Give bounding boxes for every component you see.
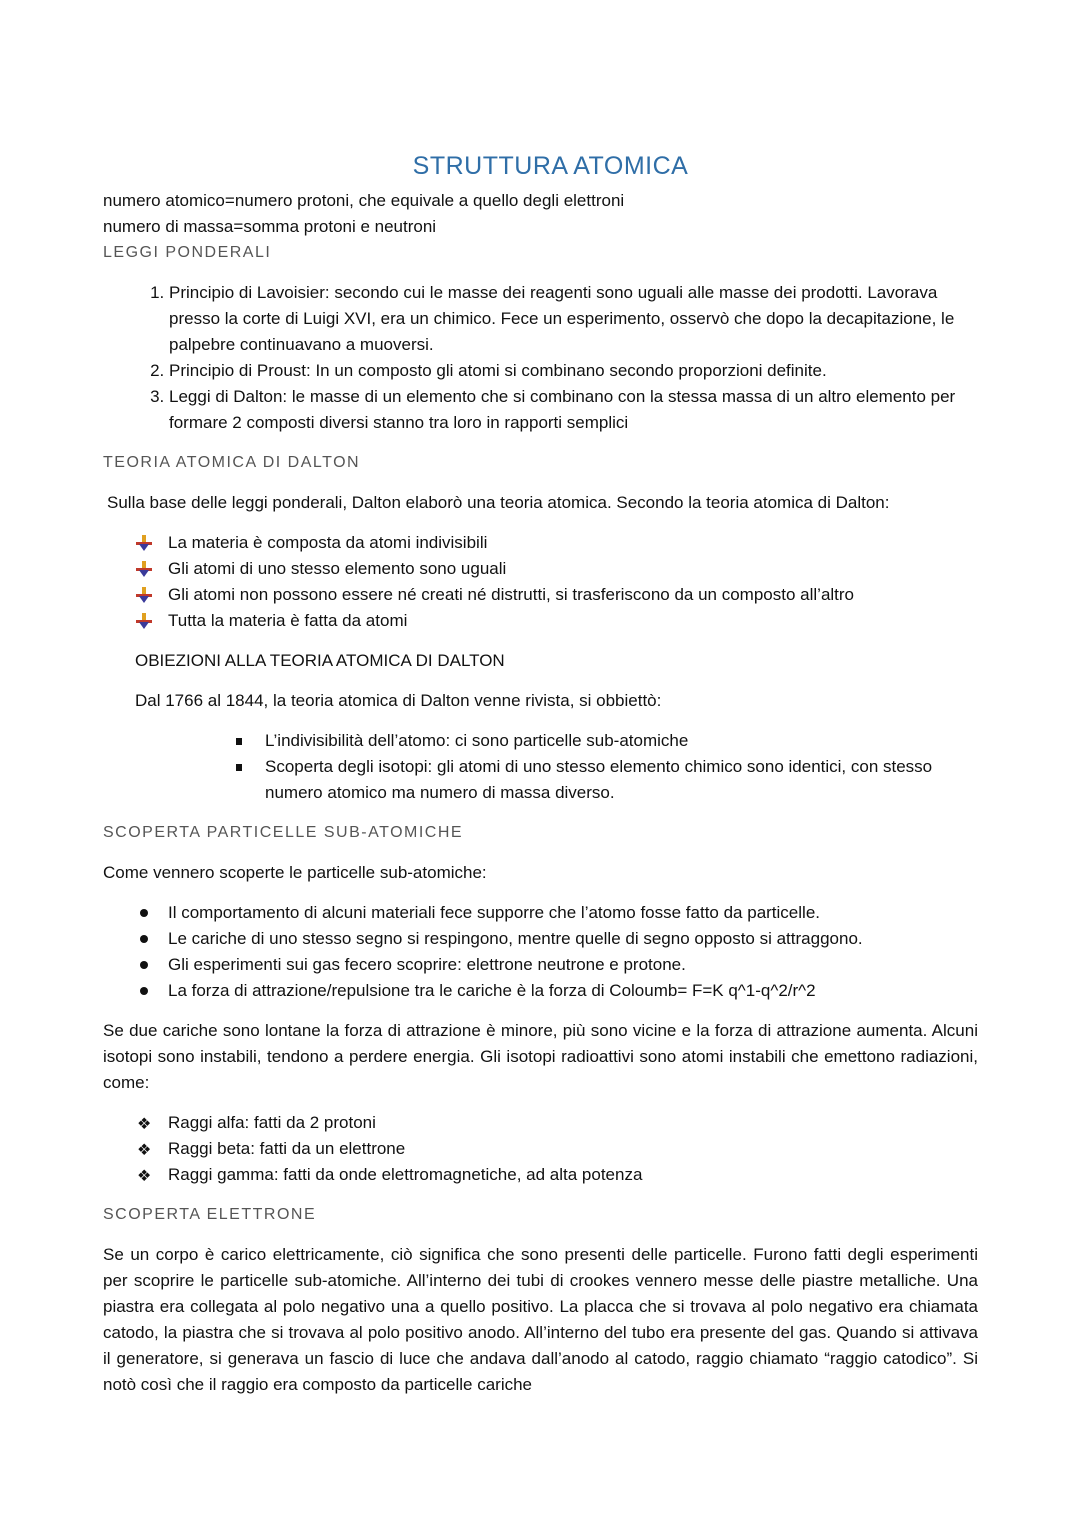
page-title: STRUTTURA ATOMICA [412,152,689,180]
list-item: 1. Principio di Lavoisier: secondo cui le masse dei reagenti sono uguali alle masse dei prodotti. Lavorava presso la corte di Luigi XVI, era un chimico. Fece un esperimento, osservò che dopo la decapitazione, le palpebre continuavano a muoversi. [169,280,978,358]
intro-line: numero atomico=numero protoni, che equivale a quello degli elettroni [103,191,625,210]
list-item: 3. Leggi di Dalton: le masse di un elemento che si combinano con la stessa massa di un altro elemento per formare 2 composti diversi stanno tra loro in rapporti semplici [169,384,978,436]
rays-list [103,1110,978,1188]
document-page [103,150,978,1398]
elettrone-paragraph: Se un corpo è carico elettricamente, ciò significa che sono presenti delle particelle. Furono fatti degli esperimenti per scoprire le particelle sub-atomiche. All’interno dei tubi di crookes vennero messe delle piastre metalliche. Una piastra era collegata al polo negativo una a quello positivo. La placca che si trovava al polo negativo era chiamata catodo, la piastra che si trovava al polo positivo anodo. All’interno del tubo era presente del gas. Quando si attivava il generatore, si generava un fascio di luce che andava dall’anodo al catodo, raggio chiamato “raggio catodico”. Si notò così che il raggio era composto da particelle cariche [103,1245,978,1394]
list-item: 2. Principio di Proust: In un composto gli atomi si combinano secondo proporzioni definite. [169,358,978,384]
dalton-intro: Sulla base delle leggi ponderali, Dalton elaborò una teoria atomica. Secondo la teoria atomica di Dalton: [107,493,890,512]
list-item: Gli esperimenti sui gas fecero scoprire: elettrone neutrone e protone. [168,952,978,978]
list-item: La forza di attrazione/repulsione tra le cariche è la forza di Coloumb= F=K q^1-q^2/r^2 [168,978,978,1004]
list-item: ❖ Raggi gamma: fatti da onde elettromagnetiche, ad alta potenza [168,1162,978,1188]
list-item: Le cariche di uno stesso segno si respingono, mentre quelle di segno opposto si attraggono. [168,926,978,952]
list-item: Gli atomi non possono essere né creati né distrutti, si trasferiscono da un composto all’altro [168,582,978,608]
down-arrow-icon [136,613,152,629]
list-item: La materia è composta da atomi indivisibili [168,530,978,556]
down-arrow-icon [136,535,152,551]
dot-bullet-icon [140,935,148,943]
list-item: Il comportamento di alcuni materiali fece supporre che l’atomo fosse fatto da particelle. [168,900,978,926]
section-heading-elettrone: SCOPERTA ELETTRONE [103,1206,317,1223]
subatomiche-list [103,900,978,1004]
section-heading-dalton: TEORIA ATOMICA DI DALTON [103,454,361,471]
diamond-bullet-icon: ❖ [137,1168,152,1185]
list-item: L’indivisibilità dell’atomo: ci sono particelle sub-atomiche [265,728,978,754]
dot-bullet-icon [140,987,148,995]
square-bullet-icon [236,764,242,771]
intro-line: numero di massa=somma protoni e neutroni [103,217,437,236]
section-heading-obiezioni: OBIEZIONI ALLA TEORIA ATOMICA DI DALTON [135,651,505,670]
obiezioni-list [103,728,978,806]
diamond-bullet-icon: ❖ [137,1116,152,1133]
square-bullet-icon [236,738,242,745]
list-item: Tutta la materia è fatta da atomi [168,608,978,634]
obiezioni-intro: Dal 1766 al 1844, la teoria atomica di Dalton venne rivista, si obbiettò: [135,691,662,710]
list-item: Scoperta degli isotopi: gli atomi di uno stesso elemento chimico sono identici, con stesso numero atomico ma numero di massa diverso. [265,754,978,806]
list-item: ❖ Raggi alfa: fatti da 2 protoni [168,1110,978,1136]
leggi-list [103,280,978,436]
down-arrow-icon [136,561,152,577]
dalton-list [103,530,978,634]
section-heading-subatomiche: SCOPERTA PARTICELLE SUB-ATOMICHE [103,824,464,841]
dot-bullet-icon [140,909,148,917]
down-arrow-icon [136,587,152,603]
subatomiche-intro: Come vennero scoperte le particelle sub-atomiche: [103,863,487,882]
subatomiche-paragraph: Se due cariche sono lontane la forza di attrazione è minore, più sono vicine e la forza di attrazione aumenta. Alcuni isotopi sono instabili, tendono a perdere energia. Gli isotopi radioattivi sono atomi instabili che emettono radiazioni, come: [103,1021,978,1092]
list-item: Gli atomi di uno stesso elemento sono uguali [168,556,978,582]
list-item: ❖ Raggi beta: fatti da un elettrone [168,1136,978,1162]
section-heading-leggi: LEGGI PONDERALI [103,244,272,261]
diamond-bullet-icon: ❖ [137,1142,152,1159]
dot-bullet-icon [140,961,148,969]
